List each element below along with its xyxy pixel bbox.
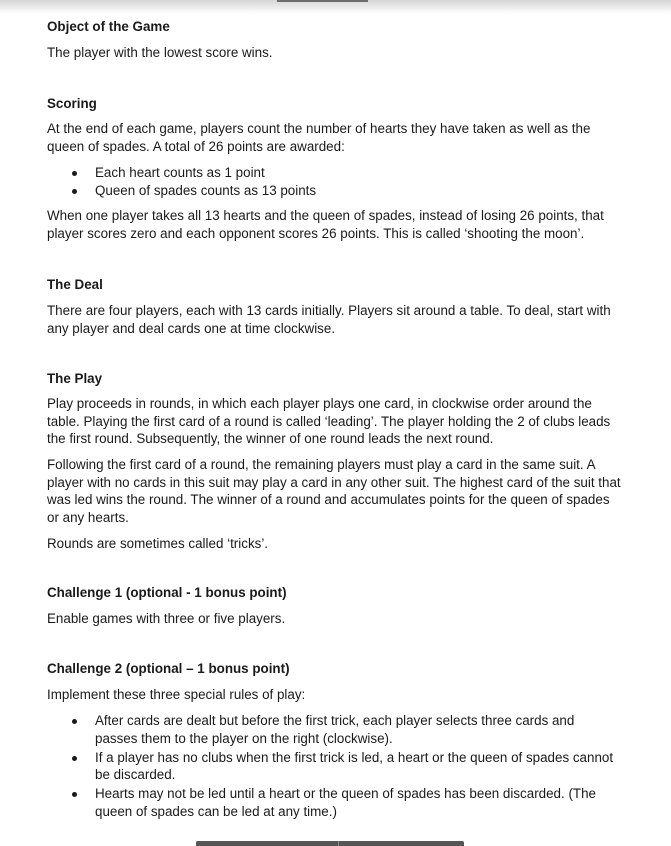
scoring-paragraph: At the end of each game, players count the number of hearts they have taken as well as the queen of spades. A total of 26 points are awarded:	[47, 121, 591, 154]
list-item-text: After cards are dealt but before the first trick, each player selects three cards and passes them to the player on the right (clockwise).	[95, 713, 575, 746]
list-item: Each heart counts as 1 point	[47, 164, 647, 182]
heading-challenge-1: Challenge 1 (optional - 1 bonus point)	[47, 585, 287, 600]
heading-the-play: The Play	[47, 371, 103, 386]
play-paragraph-2: Following the first card of a round, the remaining players must play a card in the same suit. A player with no cards in this suit may play a card in any other suit. The highest card of the suit that was led wins the round. The winner of a round and accumulates points for the queen of spades or any hearts.	[47, 457, 621, 525]
heading-object-of-the-game: Object of the Game	[47, 19, 170, 34]
scroll-indicator-top[interactable]	[277, 0, 368, 2]
heading-challenge-2: Challenge 2 (optional – 1 bonus point)	[47, 661, 290, 676]
special-rules-list	[47, 712, 647, 822]
heading-scoring: Scoring	[47, 96, 97, 111]
challenge-2-paragraph: Implement these three special rules of play:	[47, 687, 306, 702]
list-item	[47, 785, 647, 820]
page-top-shadow	[0, 0, 671, 14]
heading-the-deal: The Deal	[47, 277, 103, 292]
list-item: Queen of spades counts as 13 points	[47, 182, 647, 200]
page-navigation-bar[interactable]	[196, 841, 464, 846]
list-item	[47, 749, 647, 784]
play-paragraph-1: Play proceeds in rounds, in which each player plays one card, in clockwise order around the table. Playing the first card of a round is called ‘leading’. The player holding the 2 of clubs leads the first round. Subsequently, the winner of one round leads the next round.	[47, 396, 611, 446]
navigation-divider	[338, 841, 339, 846]
challenge-1-paragraph: Enable games with three or five players.	[47, 611, 286, 626]
list-item-text: Hearts may not be led until a heart or the queen of spades has been discarded. (The queen of spades can be led at any time.)	[95, 786, 596, 819]
list-item-text: If a player has no clubs when the first trick is led, a heart or the queen of spades cannot be discarded.	[95, 749, 614, 782]
scoring-bullet-list	[47, 164, 647, 199]
deal-paragraph: There are four players, each with 13 cards initially. Players sit around a table. To deal, start with any player and deal cards one at time clockwise.	[47, 303, 611, 336]
shooting-the-moon-paragraph: When one player takes all 13 hearts and the queen of spades, instead of losing 26 points, that player scores zero and each opponent scores 26 points. This is called ‘shooting the moon’.	[47, 208, 604, 241]
object-paragraph: The player with the lowest score wins.	[47, 45, 273, 60]
play-paragraph-3: Rounds are sometimes called ‘tricks’.	[47, 536, 269, 551]
list-item	[47, 712, 647, 747]
